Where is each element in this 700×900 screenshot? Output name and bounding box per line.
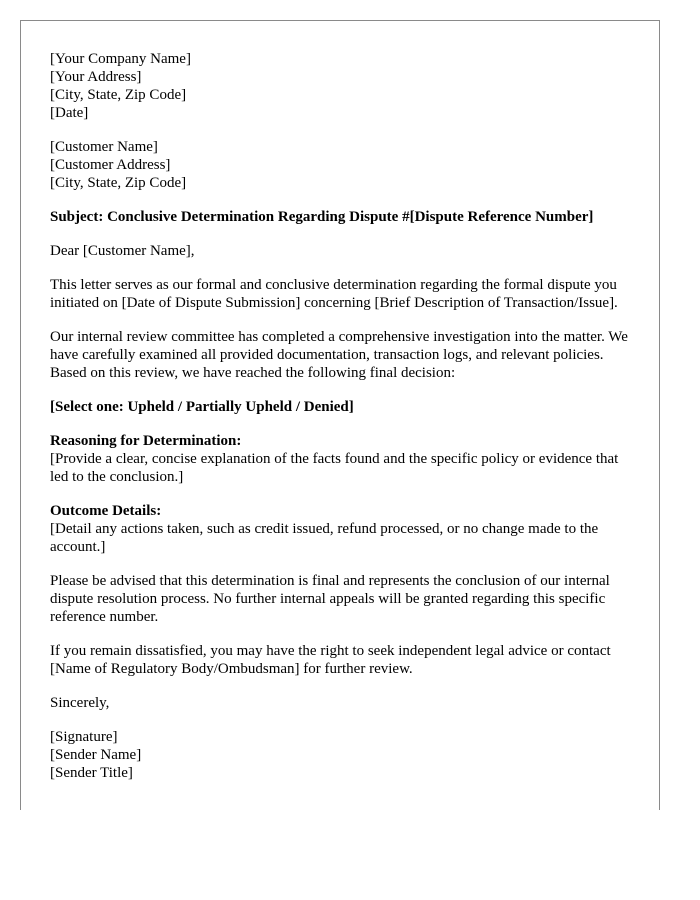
letter-page [20,20,660,810]
review-paragraph: Our internal review committee has completed a comprehensive investigation into the matter. We have carefully examined all provided documentation, transaction logs, and relevant policies. Based on this review, we have reached the following final decision: [50,329,628,381]
recipient-address-block [50,138,640,192]
sender-title: [Sender Title] [50,765,133,781]
further-review-paragraph: If you remain dissatisfied, you may have the right to seek independent legal advice or contact [Name of Regulatory Body/Ombudsman] for further review. [50,643,611,677]
outcome-section [50,502,640,556]
sender-name: [Sender Name] [50,747,142,763]
reasoning-heading: Reasoning for Determination: [50,433,242,449]
recipient-address: [Customer Address] [50,157,171,173]
decision-line: [Select one: Upheld / Partially Upheld / Denied] [50,399,354,415]
sender-address: [Your Address] [50,69,142,85]
valediction: Sincerely, [50,695,110,711]
reasoning-body: [Provide a clear, concise explanation of the facts found and the specific policy or evidence that led to the conclusion.] [50,451,619,485]
salutation: Dear [Customer Name], [50,243,195,259]
signature: [Signature] [50,729,118,745]
subject-line: Subject: Conclusive Determination Regarding Dispute #[Dispute Reference Number] [50,209,594,225]
recipient-city-state-zip: [City, State, Zip Code] [50,175,187,191]
finality-paragraph: Please be advised that this determination is final and represents the conclusion of our internal dispute resolution process. No further internal appeals will be granted regarding this specific reference number. [50,573,610,625]
recipient-name: [Customer Name] [50,139,158,155]
outcome-heading: Outcome Details: [50,503,162,519]
signature-block [50,728,640,782]
sender-city-state-zip: [City, State, Zip Code] [50,87,187,103]
intro-paragraph: This letter serves as our formal and conclusive determination regarding the formal dispute you initiated on [Date of Dispute Submission] concerning [Brief Description of Transaction/Issue]. [50,277,618,311]
outcome-body: [Detail any actions taken, such as credit issued, refund processed, or no change made to the account.] [50,521,599,555]
sender-address-block [50,50,640,122]
letter-date: [Date] [50,105,89,121]
reasoning-section [50,432,640,486]
sender-company: [Your Company Name] [50,51,191,67]
letter-content [50,50,640,798]
